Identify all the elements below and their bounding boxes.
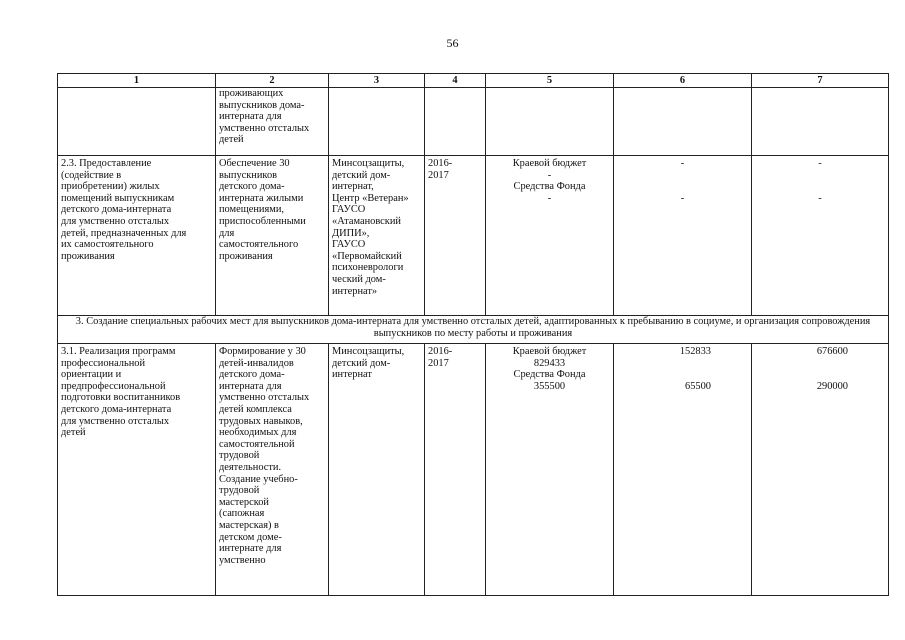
col7-value-2: - bbox=[818, 192, 822, 204]
col6-value-1: 152833 bbox=[679, 346, 711, 357]
cell-2-3-col7 bbox=[752, 156, 889, 316]
table-row-3-1 bbox=[58, 344, 889, 596]
table-row-continued bbox=[58, 88, 889, 156]
funding-label-fund: Средства Фонда bbox=[513, 369, 586, 381]
header-row bbox=[58, 74, 889, 88]
cell-3-1-period: 2016- 2017 bbox=[425, 344, 486, 596]
col7-value-1: - bbox=[818, 158, 822, 169]
cell-3-1-funding-source bbox=[486, 344, 614, 596]
cell-3-1-activity: 3.1. Реализация программ профессиональной ориентации и предпрофессиональной подготовки воспитанников детского дома-интерната для умственно отсталых детей bbox=[58, 344, 216, 596]
header-col-5: 5 bbox=[486, 74, 614, 88]
header-col-7: 7 bbox=[752, 74, 889, 88]
cell-continued-col7 bbox=[752, 88, 889, 156]
funding-label-regional: Краевой бюджет bbox=[512, 346, 587, 357]
cell-3-1-executors: Минсоцзащиты, детский дом- интернат bbox=[329, 344, 425, 596]
document-table bbox=[57, 73, 889, 596]
cell-2-3-activity: 2.3. Предоставление (содействие в приобретении) жилых помещений выпускникам детского дома-интерната для умственно отсталых детей, предназначенных для их самостоятельного проживания bbox=[58, 156, 216, 316]
cell-3-1-col7 bbox=[752, 344, 889, 596]
header-col-1: 1 bbox=[58, 74, 216, 88]
section-3-row bbox=[58, 316, 889, 344]
col7-value-1: 676600 bbox=[816, 346, 848, 357]
col7-value-2: 290000 bbox=[816, 380, 848, 392]
cell-3-1-result: Формирование у 30 детей-инвалидов детского дома- интерната для умственно отсталых детей комплекса трудовых навыков, необходимых для самостоятельной трудовой деятельности. Создание учебно- трудовой мастерской (сапожная мастерская) в детском доме- интернате для умственно bbox=[216, 344, 329, 596]
cell-2-3-funding-source bbox=[486, 156, 614, 316]
section-3-title: 3. Создание специальных рабочих мест для выпускников дома-интерната для умственно отсталых детей, адаптированных к пребыванию в социуме, и организация сопровождения выпускников по месту работы и проживания bbox=[58, 316, 889, 344]
page-number: 56 bbox=[446, 36, 459, 50]
col6-value-2: - bbox=[680, 192, 685, 204]
cell-2-3-executors: Минсоцзащиты, детский дом- интернат, Центр «Ветеран» ГАУСО «Атамановский ДИПИ», ГАУСО «Первомайский психоневрологи ческий дом- интернат» bbox=[329, 156, 425, 316]
funding-label-fund: Средства Фонда bbox=[513, 181, 586, 193]
cell-continued-col5 bbox=[486, 88, 614, 156]
header-col-2: 2 bbox=[216, 74, 329, 88]
funding-value-fund: - bbox=[547, 192, 552, 204]
col6-value-1: - bbox=[680, 158, 685, 169]
header-col-4: 4 bbox=[425, 74, 486, 88]
cell-continued-col3 bbox=[329, 88, 425, 156]
cell-2-3-result: Обеспечение 30 выпускников детского дома- интерната жилыми помещениями, приспособленными для самостоятельного проживания bbox=[216, 156, 329, 316]
table-row-2-3 bbox=[58, 156, 889, 316]
header-col-3: 3 bbox=[329, 74, 425, 88]
funding-value-regional: 829433 bbox=[533, 357, 566, 369]
cell-continued-col4 bbox=[425, 88, 486, 156]
cell-continued-col2: проживающих выпускников дома- интерната для умственно отсталых детей bbox=[216, 88, 329, 156]
cell-continued-col1 bbox=[58, 88, 216, 156]
header-col-6: 6 bbox=[614, 74, 752, 88]
cell-2-3-period: 2016- 2017 bbox=[425, 156, 486, 316]
cell-3-1-col6 bbox=[614, 344, 752, 596]
funding-value-fund: 355500 bbox=[533, 380, 566, 392]
funding-label-regional: Краевой бюджет bbox=[512, 158, 587, 169]
col6-value-2: 65500 bbox=[685, 380, 711, 392]
cell-continued-col6 bbox=[614, 88, 752, 156]
funding-value-regional: - bbox=[547, 169, 552, 181]
cell-2-3-col6 bbox=[614, 156, 752, 316]
